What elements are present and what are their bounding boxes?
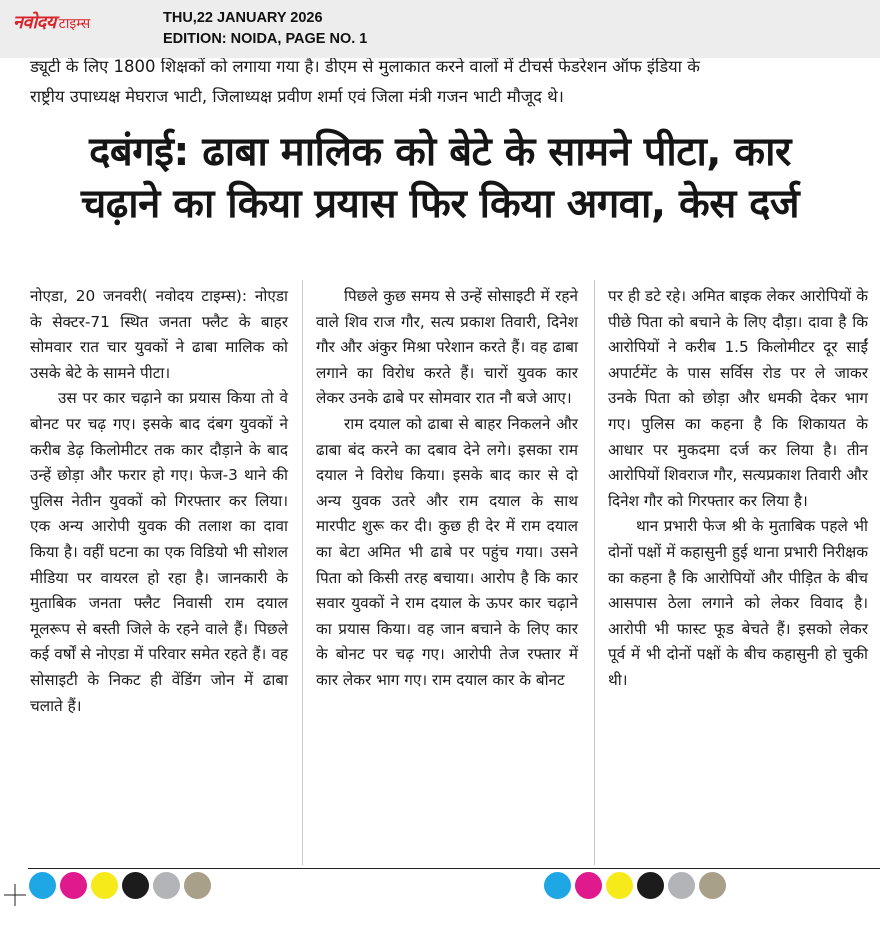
column-1-paragraph-1: नोएडा, 20 जनवरी( नवोदय टाइम्स): नोएडा के सेक्टर-71 स्थित जनता फ्लैट के बाहर सोमवार रात चार युवकों ने ढाबा मालिक को उसके बेटे के सामने पीटा।	[30, 287, 288, 382]
article-column-1	[30, 284, 288, 719]
edition-date: THU,22 JANUARY 2026	[163, 10, 323, 26]
previous-article-line-1: ड्यूटी के लिए 1800 शिक्षकों को लगाया गया है। डीएम से मुलाकात करने वालों में टीचर्स फेडरेशन ऑफ इंडिया के	[30, 58, 700, 76]
print-bottom-rule	[28, 868, 880, 869]
previous-article-tail	[30, 58, 860, 112]
registration-mark-icon	[4, 884, 26, 906]
article-column-2	[316, 284, 578, 694]
color-swatch	[699, 872, 726, 899]
column-1-paragraph-2: उस पर कार चढ़ाने का प्रयास किया तो वे बोनट पर चढ़ गए। इसके बाद दंबग युवकों ने करीब डेढ़ किलोमीटर तक कार दौड़ाने के बाद उन्हें छोड़ा और फरार हो गए। फेज-3 थाने की पुलिस नेतीन युवकों को गिरफ्तार कर लिया। एक अन्य आरोपी युवक की तलाश का दावा किया है। वहीं घटना का एक विडियो भी सोशल मीडिया पर वायरल हो रहा है। जानकारी के मुताबिक जनता फ्लैट निवासी राम दयाल मूलरूप से बस्ती जिले के रहने वाले हैं। पिछले कई वर्षों से नोएडा में परिवार समेत रहते हैं। वह सोसाइटी के निकट ही वेंडिंग जोन में ढाबा चलाते हैं।	[30, 389, 288, 715]
color-swatch	[544, 872, 571, 899]
newspaper-clipping	[0, 58, 880, 868]
column-divider	[594, 280, 595, 865]
color-swatch	[668, 872, 695, 899]
color-swatch	[91, 872, 118, 899]
logo-sub-text: टाइम्स	[58, 16, 91, 32]
previous-article-line-2: राष्ट्रीय उपाध्यक्ष मेघराज भाटी, जिलाध्यक्ष प्रवीण शर्मा एवं जिला मंत्री गजन भाटी मौजूद थे।	[30, 87, 564, 106]
column-2-paragraph-2: राम दयाल को ढाबा से बाहर निकलने और ढाबा बंद करने का दबाव देने लगे। इसका राम दयाल ने विरोध किया। इसके बाद कार से दो अन्य युवक उतरे और राम दयाल के साथ मारपीट शुरू कर दी। कुछ ही देर में राम दयाल का बेटा अमित भी ढाबे पर पहुंच गया। उसने पिता को किसी तरह बचाया। आरोप है कि कार सवार युवकों ने राम दयाल के ऊपर कार चढ़ाने का प्रयास किया। वह जान बचाने के लिए कार के बोनट पर चढ़ गए। आरोपी तेज रफ्तार में कार लेकर भाग गए। राम दयाल कार के बोनट	[316, 414, 578, 689]
color-swatch	[122, 872, 149, 899]
column-2-paragraph-1: पिछले कुछ समय से उन्हें सोसाइटी में रहने वाले शिव राज गौर, सत्य प्रकाश तिवारी, दिनेश गौर और अंकुर मिश्रा परेशान करते हैं। वह ढाबा लगाने का विरोध करते हैं। चारों युवक कार लेकर उनके ढाबे पर सोमवार रात नौ बजे आए।	[316, 287, 578, 408]
edition-header-bar	[0, 0, 880, 58]
color-swatch	[60, 872, 87, 899]
column-3-paragraph-2: थान प्रभारी फेज श्री के मुताबिक पहले भी दोनों पक्षों में कहासुनी हुई थाना प्रभारी निरीक्षक का कहना है कि आरोपियों और पीड़ित के बीच आसपास ठेला लगाने को लेकर विवाद है। आरोपी भी फास्ट फूड बेचते हैं। इसको लेकर पूर्व में भी दोनों पक्षों के बीच कहासुनी हो चुकी थी।	[608, 517, 868, 689]
color-swatch	[575, 872, 602, 899]
color-swatch	[606, 872, 633, 899]
headline-line-2: चढ़ाने का किया प्रयास फिर किया अगवा, केस दर्ज	[80, 181, 800, 227]
color-swatch-strip-left	[29, 872, 211, 899]
color-swatch	[637, 872, 664, 899]
article-headline	[10, 126, 870, 230]
column-divider	[302, 280, 303, 865]
headline-line-1: दबंगई: ढाबा मालिक को बेटे के सामने पीटा, कार	[89, 129, 791, 175]
color-swatch-strip-right	[544, 872, 726, 899]
color-swatch	[153, 872, 180, 899]
color-swatch	[29, 872, 56, 899]
article-column-3	[608, 284, 868, 694]
color-swatch	[184, 872, 211, 899]
newspaper-logo[interactable]	[13, 10, 90, 32]
edition-meta	[163, 8, 367, 50]
edition-page: EDITION: NOIDA, PAGE NO. 1	[163, 31, 368, 47]
column-3-paragraph-1: पर ही डटे रहे। अमित बाइक लेकर आरोपियों के पीछे पिता को बचाने के लिए दौड़ा। दावा है कि आरोपियों ने करीब 1.5 किलोमीटर दूर साईं अपार्टमेंट के पास सर्विस रोड पर ले जाकर उनके पिता को छोड़ा और धमकी देकर भाग गए। पुलिस का कहना है कि शिकायत के आधार पर मुकदमा दर्ज कर लिया है। तीन आरोपियों शिवराज गौर, सत्यप्रकाश तिवारी और दिनेश गौर को गिरफ्तार कर लिया है।	[608, 287, 868, 510]
logo-main-text: नवोदय	[13, 12, 56, 33]
